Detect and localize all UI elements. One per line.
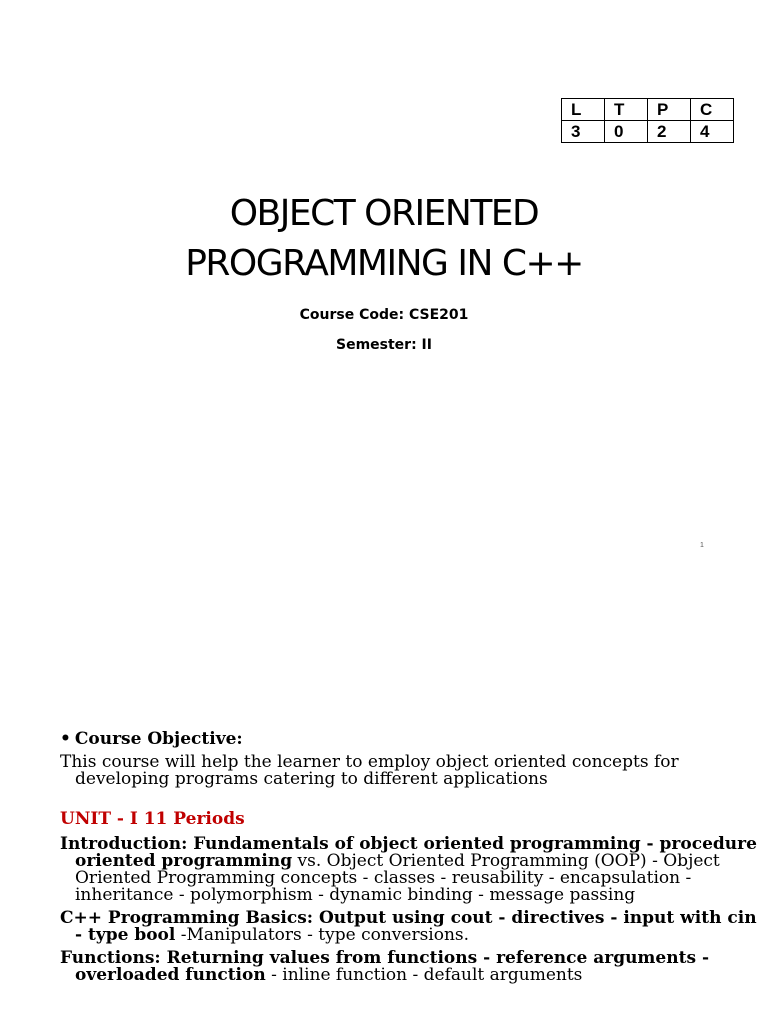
ltpc-value-cell: 4 [691, 121, 734, 143]
ltpc-header-row [562, 99, 734, 121]
ltpc-value-cell: 0 [605, 121, 648, 143]
ltpc-header-cell: T [605, 99, 648, 121]
unit-topic [60, 950, 760, 984]
ltpc-value-row [562, 121, 734, 143]
semester: Semester: II [336, 337, 432, 353]
topic-bold-text: C++ Programming Basics: Output using cout - directives - input with cin - type bool [60, 908, 757, 945]
topic-text: vs. Object Oriented Programming (OOP) - Object Oriented Programming concepts - classes - reusability - encapsulation - inheritance - polymorphism - dynamic binding - message passing [75, 851, 720, 905]
ltpc-value-cell: 3 [562, 121, 605, 143]
unit-title: UNIT - I 11 Periods [60, 809, 245, 829]
topic-text: -Manipulators - type conversions. [175, 925, 470, 945]
course-code: Course Code: CSE201 [299, 307, 469, 323]
course-objective-text: This course will help the learner to employ object oriented concepts for developing programs catering to different applications [60, 752, 679, 789]
ltpc-credit-table [561, 98, 734, 143]
unit-topic [60, 836, 760, 904]
course-title-line-2: PROGRAMMING IN C++ [185, 243, 583, 284]
bullet-icon: • [60, 729, 71, 749]
ltpc-header-cell: C [691, 99, 734, 121]
course-objective-label: Course Objective: [74, 729, 243, 749]
course-title [0, 189, 768, 289]
ltpc-header-cell: P [648, 99, 691, 121]
syllabus-section [60, 728, 760, 984]
slide-number: 1 [700, 542, 704, 549]
unit-topic [60, 910, 760, 944]
topic-bold-text: Introduction: Fundamentals of object oriented programming - procedure oriented programming [60, 834, 757, 871]
topic-text: - inline function - default arguments [265, 965, 583, 985]
ltpc-header-cell: L [562, 99, 605, 121]
topic-bold-text: Functions: Returning values from functions - reference arguments - overloaded function [60, 948, 709, 985]
course-objective-heading [60, 728, 760, 750]
ltpc-value-cell: 2 [648, 121, 691, 143]
course-title-line-1: OBJECT ORIENTED [229, 193, 539, 234]
